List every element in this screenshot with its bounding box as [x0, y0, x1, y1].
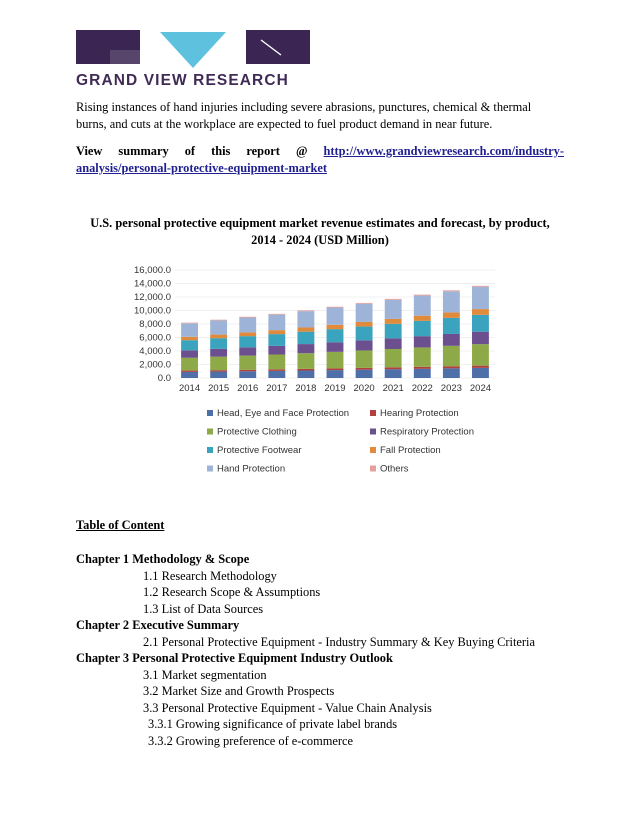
- bar-segment: [268, 371, 285, 378]
- bar-segment: [443, 312, 460, 317]
- bar-segment: [414, 336, 431, 347]
- bar-segment: [414, 321, 431, 336]
- legend-swatch: [370, 466, 376, 472]
- bar-segment: [385, 299, 402, 300]
- bar-segment: [181, 350, 198, 357]
- summary-lead: View summary of this report @: [76, 144, 308, 158]
- bar-segment: [443, 346, 460, 366]
- intro-paragraph: Rising instances of hand injuries including severe abrasions, punctures, chemical & thermal burns, and cuts at the workplace are expected to fuel product demand in near future.: [76, 100, 532, 131]
- bar-segment: [181, 340, 198, 350]
- bar-segment: [356, 370, 373, 378]
- bar-segment: [239, 371, 256, 378]
- bar-segment: [297, 344, 314, 353]
- bar-segment: [385, 367, 402, 369]
- bar-segment: [297, 371, 314, 378]
- toc-chapter: Chapter 1 Methodology & Scope: [76, 552, 250, 566]
- x-tick-label: 2024: [469, 383, 492, 394]
- bar-segment: [356, 322, 373, 327]
- bar-segment: [385, 349, 402, 367]
- bar-segment: [210, 349, 227, 357]
- legend-label: Fall Protection: [380, 445, 441, 456]
- bar-segment: [181, 337, 198, 340]
- bar-segment: [443, 290, 460, 291]
- bar-segment: [443, 318, 460, 334]
- x-tick-label: 2016: [237, 383, 259, 394]
- bar-segment: [472, 287, 489, 309]
- bar-segment: [414, 295, 431, 296]
- legend-swatch: [207, 429, 213, 435]
- bar-segment: [327, 329, 344, 342]
- bar-segment: [268, 315, 285, 331]
- bar-segment: [268, 355, 285, 370]
- bar-segment: [239, 347, 256, 355]
- bar-segment: [181, 372, 198, 378]
- bar-segment: [385, 319, 402, 324]
- bar-segment: [181, 323, 198, 337]
- bar-segment: [472, 366, 489, 368]
- y-tick-label: 14,000.0: [134, 278, 171, 290]
- bar-segment: [356, 340, 373, 350]
- bar-segment: [385, 300, 402, 319]
- bar-segment: [268, 369, 285, 371]
- y-tick-label: 4,000.0: [139, 346, 171, 357]
- bar-segment: [210, 335, 227, 339]
- bar-segment: [385, 338, 402, 349]
- toc-entry: 3.1 Market segmentation: [143, 667, 267, 682]
- bar-segment: [297, 311, 314, 327]
- y-tick-label: 12,000.0: [134, 292, 171, 303]
- x-tick-label: 2019: [324, 383, 346, 394]
- legend-label: Others: [380, 463, 409, 475]
- bar-segment: [356, 368, 373, 370]
- bar-segment: [385, 369, 402, 378]
- bar-segment: [210, 372, 227, 378]
- bar-segment: [414, 316, 431, 321]
- bar-segment: [443, 368, 460, 378]
- toc-entry: 2.1 Personal Protective Equipment - Industry Summary & Key Buying Criteria: [143, 634, 535, 649]
- y-tick-label: 2,000.0: [139, 359, 171, 371]
- bar-segment: [297, 353, 314, 369]
- x-tick-label: 2020: [353, 383, 375, 394]
- toc-entry: 1.2 Research Scope & Assumptions: [143, 585, 321, 599]
- bar-segment: [239, 318, 256, 333]
- y-tick-label: 16,000.0: [134, 265, 171, 276]
- bar-segment: [239, 370, 256, 371]
- bar-segment: [385, 324, 402, 339]
- bar-segment: [414, 296, 431, 316]
- bar-segment: [443, 334, 460, 346]
- bar-segment: [327, 308, 344, 325]
- legend-label: Respiratory Protection: [380, 426, 474, 438]
- bar-segment: [443, 366, 460, 368]
- bar-segment: [297, 327, 314, 331]
- toc-entry: 3.3.2 Growing preference of e-commerce: [148, 733, 354, 748]
- bar-segment: [327, 368, 344, 370]
- bar-segment: [268, 330, 285, 334]
- bar-segment: [472, 344, 489, 365]
- bar-segment: [414, 369, 431, 378]
- bar-segment: [181, 323, 198, 324]
- bar-segment: [356, 327, 373, 341]
- legend-label: Protective Footwear: [217, 445, 302, 456]
- bar-segment: [356, 303, 373, 304]
- table-of-contents: [76, 551, 596, 749]
- toc-entry: 3.3.1 Growing significance of private label brands: [148, 717, 398, 731]
- bar-segment: [268, 346, 285, 355]
- legend-label: Hand Protection: [217, 463, 286, 475]
- y-tick-label: 10,000.0: [134, 305, 171, 317]
- legend-label: Hearing Protection: [380, 408, 459, 419]
- logo-wordmark: GRAND VIEW RESEARCH: [76, 72, 289, 89]
- legend-swatch: [370, 447, 376, 453]
- legend-swatch: [207, 410, 213, 416]
- bar-segment: [268, 334, 285, 346]
- bar-segment: [297, 310, 314, 311]
- bar-segment: [210, 320, 227, 334]
- bar-segment: [472, 309, 489, 315]
- bar-segment: [297, 369, 314, 371]
- logo-block-right: [246, 30, 310, 64]
- x-tick-label: 2014: [178, 383, 201, 394]
- y-tick-label: 6,000.0: [139, 332, 171, 344]
- toc-chapter: Chapter 2 Executive Summary: [76, 618, 240, 632]
- y-tick-label: 0.0: [157, 373, 171, 384]
- legend-swatch: [370, 410, 376, 416]
- toc-title: Table of Content: [76, 518, 165, 532]
- legend-swatch: [207, 447, 213, 453]
- bar-segment: [327, 342, 344, 352]
- bar-segment: [414, 367, 431, 369]
- bar-segment: [210, 357, 227, 371]
- bar-segment: [239, 336, 256, 347]
- bar-segment: [327, 370, 344, 378]
- bar-segment: [443, 291, 460, 312]
- x-tick-label: 2017: [266, 383, 288, 394]
- legend-swatch: [370, 429, 376, 435]
- toc-entry: 3.3 Personal Protective Equipment - Value Chain Analysis: [143, 700, 432, 715]
- bar-segment: [239, 332, 256, 336]
- bar-segment: [297, 332, 314, 344]
- toc-entry: 1.3 List of Data Sources: [143, 601, 264, 616]
- bar-segment: [210, 370, 227, 371]
- bar-segment: [472, 332, 489, 344]
- bar-segment: [239, 317, 256, 318]
- summary-paragraph: [76, 143, 564, 176]
- bar-segment: [472, 286, 489, 287]
- report-link[interactable]: http://www.grandviewresearch.com/industry-analysis/personal-protective-equipment-market: [76, 144, 564, 175]
- revenue-stacked-bar-chart: [120, 258, 500, 480]
- x-tick-label: 2023: [440, 383, 462, 394]
- bar-segment: [327, 352, 344, 369]
- bar-segment: [414, 347, 431, 366]
- x-tick-label: 2022: [411, 383, 433, 394]
- chart-title: U.S. personal protective equipment market revenue estimates and forecast, by product, 2014 - 2024 (USD Million): [90, 216, 550, 247]
- logo-triangle: [160, 32, 226, 68]
- toc-entry: 1.1 Research Methodology: [143, 568, 277, 583]
- legend-label: Protective Clothing: [217, 426, 297, 438]
- logo-block-left-notch: [110, 50, 140, 64]
- legend-label: Head, Eye and Face Protection: [217, 408, 350, 419]
- y-tick-label: 8,000.0: [139, 319, 171, 330]
- bar-segment: [356, 350, 373, 367]
- bar-segment: [210, 338, 227, 349]
- bar-segment: [327, 307, 344, 308]
- legend-swatch: [207, 466, 213, 472]
- bar-segment: [210, 320, 227, 321]
- bar-segment: [181, 371, 198, 372]
- x-tick-label: 2018: [295, 383, 317, 394]
- x-tick-label: 2015: [208, 383, 230, 394]
- bar-segment: [356, 304, 373, 322]
- bar-segment: [472, 368, 489, 378]
- bar-segment: [181, 358, 198, 371]
- x-tick-label: 2021: [382, 383, 404, 394]
- bar-segment: [327, 325, 344, 329]
- bar-segment: [268, 314, 285, 315]
- bar-segment: [472, 315, 489, 332]
- bar-segment: [239, 356, 256, 370]
- toc-entry: 3.2 Market Size and Growth Prospects: [143, 684, 335, 698]
- toc-chapter: Chapter 3 Personal Protective Equipment Industry Outlook: [76, 651, 393, 665]
